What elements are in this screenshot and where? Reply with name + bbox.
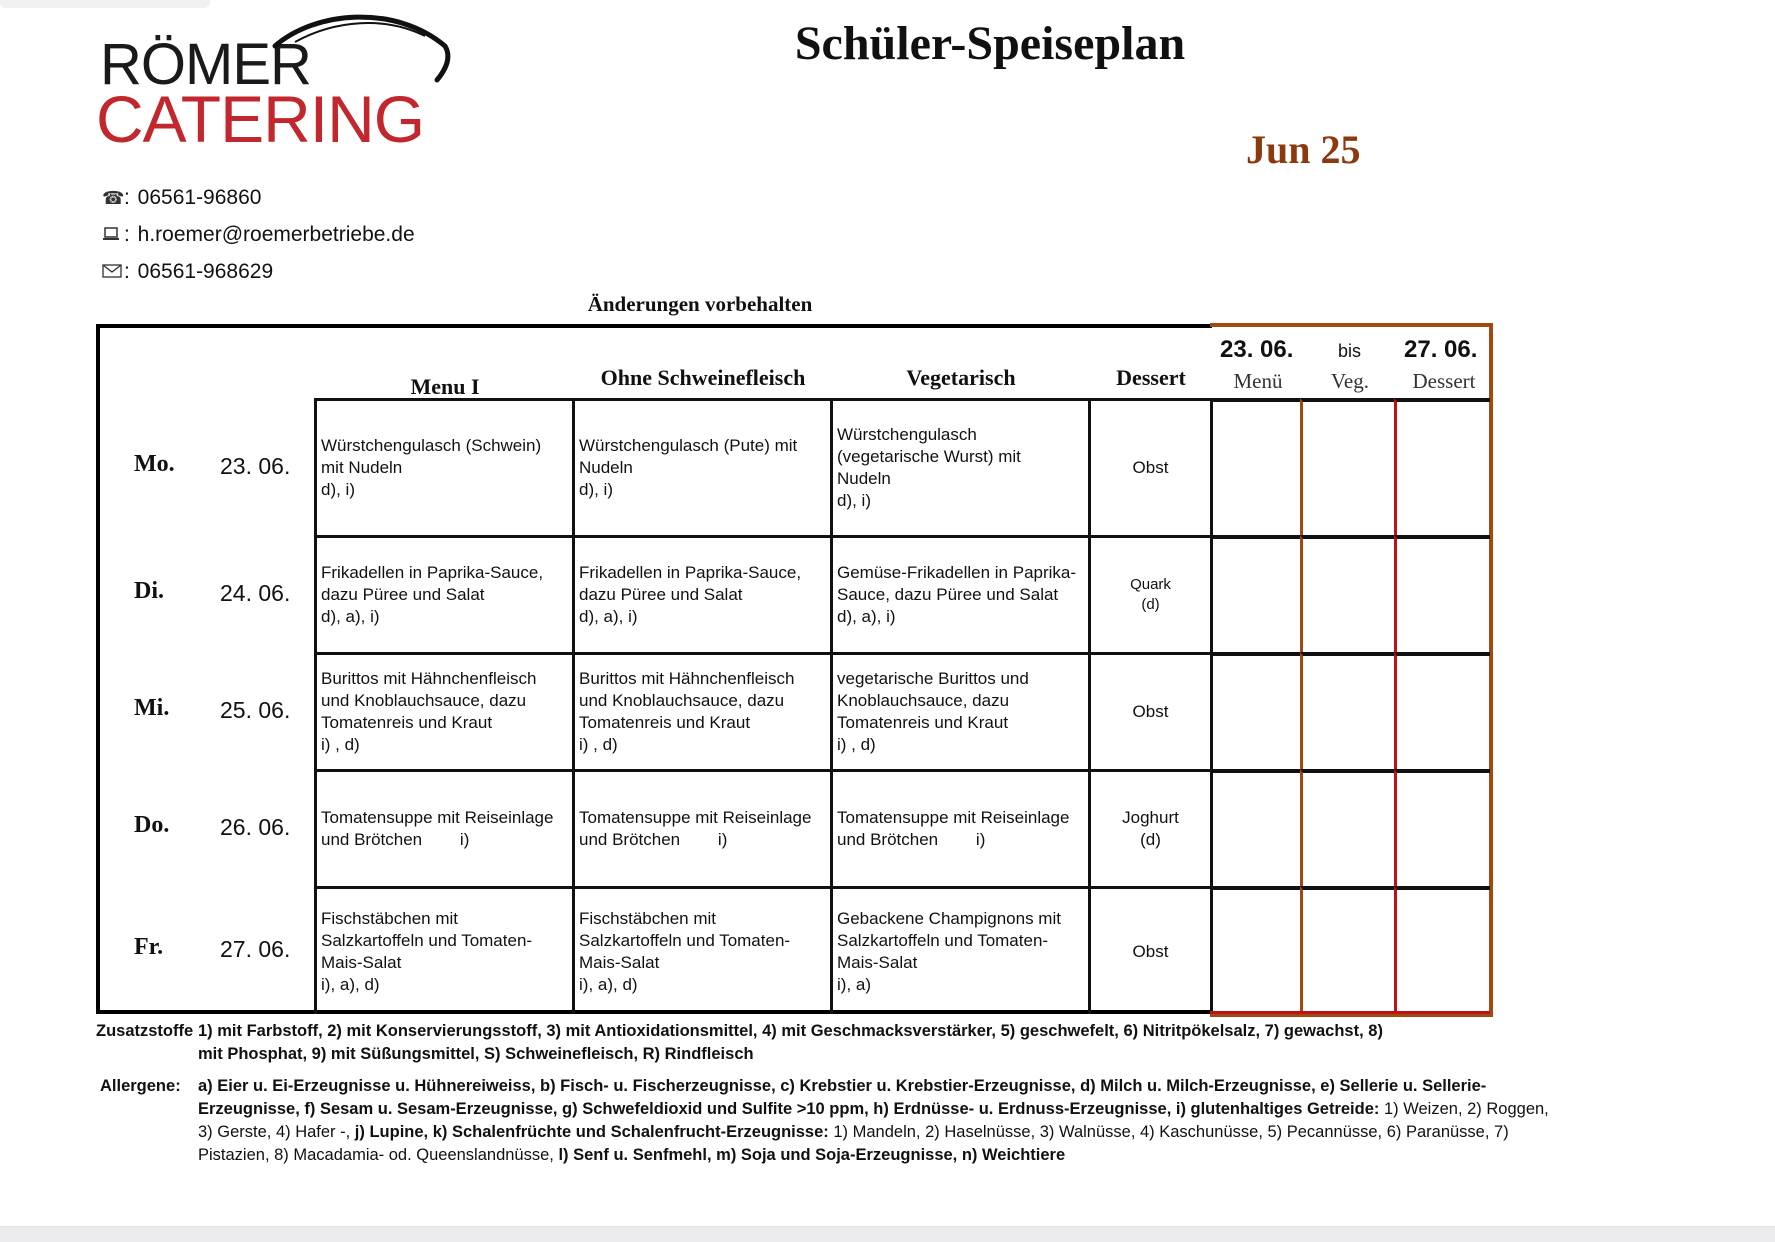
menu-cell-line: i), a), d) (321, 974, 380, 994)
laptop-icon (102, 225, 122, 246)
allergene-line3-bold: j) Lupine, k) Schalenfrüchte und Schalenfrucht-Erzeugnisse: (350, 1123, 829, 1141)
menu-cell-line: Würstchengulasch (Pute) mit (579, 436, 798, 455)
menu-cell-line: Knoblauchsauce, dazu (837, 691, 1010, 710)
order-veg-box[interactable] (1300, 398, 1394, 535)
menu-cell (314, 535, 572, 652)
row-day: Di. (134, 577, 164, 604)
row-date: 27. 06. (220, 936, 291, 962)
menu-cell-line: Tomatenreis und Kraut (579, 713, 751, 732)
menu-cell-line: i), a), d) (579, 974, 638, 994)
menu-cell-line: d), a), i) (579, 607, 638, 626)
allergene-line1: a) Eier u. Ei-Erzeugnisse u. Hühnereiweiss, b) Fisch- u. Fischerzeugnisse, c) Krebstier u. Krebstier-Erzeugnisse, d) Milch u. Milch-Erzeugnisse, e) Sellerie u. Sellerie- (198, 1077, 1487, 1095)
col-order-menu: Menü (1233, 369, 1283, 393)
menu-cell-line: d), a), i) (837, 607, 896, 626)
menu-cell-line: i) , d) (321, 735, 360, 754)
row-date: 25. 06. (220, 696, 291, 723)
menu-cell-line: Gebackene Champignons mit (837, 908, 1061, 928)
allergene-line3-a: 3) Gerste, 4) Hafer -, (198, 1123, 351, 1141)
menu-cell-line: Würstchengulasch (Schwein) (321, 436, 542, 455)
menu-cell-line: Tomatensuppe mit Reiseinlage (579, 808, 812, 827)
menu-cell-line: und Knoblauchsauce, dazu (579, 691, 785, 710)
allergene-legend (100, 1075, 1700, 1167)
period-to: 27. 06. (1404, 336, 1478, 363)
order-menu-box[interactable] (1210, 652, 1300, 769)
order-dessert-box[interactable] (1394, 535, 1490, 652)
zusatz-label: Zusatzstoffe (96, 1022, 194, 1040)
col-vegetarisch: Vegetarisch (906, 365, 1016, 390)
dessert-cell (1088, 398, 1210, 535)
menu-cell-line: Gemüse-Frikadellen in Paprika- (837, 563, 1077, 582)
menu-cell-line: Salzkartoffeln und Tomaten- (321, 930, 533, 950)
row-day: Fr. (134, 934, 164, 960)
dessert-cell (1088, 535, 1210, 652)
menu-cell-line: und Knoblauchsauce, dazu (321, 691, 527, 710)
menu-cell-line: d), a), i) (321, 607, 380, 626)
order-veg-box[interactable] (1300, 535, 1394, 652)
order-dessert-box[interactable] (1394, 398, 1490, 535)
dessert-line: (d) (1141, 596, 1160, 613)
col-ohne-schweinefleisch: Ohne Schweinefleisch (600, 365, 806, 390)
menu-cell-line: Mais-Salat (579, 952, 660, 972)
window-bottom-edge (0, 1226, 1775, 1242)
menu-cell-line: Fischstäbchen mit (321, 908, 458, 928)
menu-cell (314, 769, 572, 886)
menu-cell-line: Mais-Salat (321, 952, 402, 972)
menu-cell (572, 886, 830, 1014)
menu-cell (830, 886, 1088, 1014)
allergene-line2-normal: 1) Weizen, 2) Roggen, (1379, 1100, 1549, 1118)
menu-cell-line: d), i) (837, 491, 871, 510)
page-title: Schüler-Speiseplan (794, 17, 1186, 70)
order-dessert-box[interactable] (1394, 652, 1490, 769)
menu-cell-line: i) , d) (579, 735, 618, 754)
order-veg-box[interactable] (1300, 769, 1394, 886)
order-menu-box[interactable] (1210, 886, 1300, 1014)
menu-cell-line: und Brötchen i) (321, 830, 470, 849)
order-menu-box[interactable] (1210, 769, 1300, 886)
menu-cell (314, 652, 572, 769)
menu-cell-line: Fischstäbchen mit (579, 908, 716, 928)
period-bis: bis (1338, 341, 1362, 361)
order-bottom-line (1210, 1011, 1490, 1014)
menu-cell (314, 398, 572, 535)
period-from: 23. 06. (1220, 336, 1294, 363)
zusatz-line2: mit Phosphat, 9) mit Süßungsmittel, S) Schweinefleisch, R) Rindfleisch (198, 1045, 754, 1063)
menu-cell-line: Nudeln (837, 469, 891, 488)
order-dessert-box[interactable] (1394, 886, 1490, 1014)
menu-cell (830, 652, 1088, 769)
allergene-line4-bold: l) Senf u. Senfmehl, m) Soja und Soja-Erzeugnisse, n) Weichtiere (553, 1146, 1066, 1164)
menu-cell-line: und Brötchen i) (837, 830, 986, 849)
menu-cell (572, 535, 830, 652)
menu-cell-line: Salzkartoffeln und Tomaten- (837, 930, 1049, 950)
menu-cell (830, 535, 1088, 652)
row-date: 23. 06. (220, 452, 291, 479)
menu-cell-line: Frikadellen in Paprika-Sauce, (321, 563, 544, 582)
contact-email: : h.roemer@roemerbetriebe.de (102, 223, 415, 247)
row-day: Do. (134, 811, 170, 838)
phone-icon: ☎ (102, 187, 125, 208)
order-menu-box[interactable] (1210, 535, 1300, 652)
row-date: 24. 06. (220, 579, 291, 606)
dessert-line: Obst (1132, 941, 1169, 961)
dessert-cell (1088, 652, 1210, 769)
allergene-line2-bold: Erzeugnisse, f) Sesam u. Sesam-Erzeugnisse, g) Schwefeldioxid und Sulfite >10 ppm, h) Erdnüsse- u. Erdnuss-Erzeugnisse, i) glutenhaltiges Getreide: (198, 1100, 1380, 1118)
menu-cell-line: Tomatensuppe mit Reiseinlage (837, 808, 1070, 827)
menu-cell-line: dazu Püree und Salat (321, 585, 485, 604)
menu-cell-line: Nudeln (579, 458, 633, 477)
menu-cell-line: (vegetarische Wurst) mit (837, 447, 1021, 466)
menu-cell-line: Sauce, dazu Püree und Salat (837, 585, 1059, 604)
zusatz-line1: 1) mit Farbstoff, 2) mit Konservierungsstoff, 3) mit Antioxidationsmittel, 4) mit Geschmacksverstärker, 5) geschwefelt, 6) Nitritpökelsalz, 7) gewachst, 8) (198, 1022, 1383, 1040)
envelope-icon (102, 262, 122, 283)
fax-number: 06561-968629 (137, 260, 274, 283)
row-day: Mi. (134, 694, 170, 721)
menu-cell-line: dazu Püree und Salat (579, 585, 743, 604)
menu-cell-line: und Brötchen i) (579, 830, 728, 849)
logo-romer: RÖMER (100, 32, 311, 97)
phone-number: 06561-96860 (137, 186, 262, 209)
menu-cell-line: mit Nudeln (321, 458, 403, 477)
menu-cell-line: i) , d) (837, 735, 876, 754)
row-date: 26. 06. (220, 813, 291, 840)
menu-cell (314, 886, 572, 1014)
menu-cell-line: Mais-Salat (837, 952, 918, 972)
order-menu-box[interactable] (1210, 398, 1300, 535)
dessert-line: (d) (1140, 830, 1161, 849)
col-order-dessert: Dessert (1412, 369, 1476, 393)
menu-cell (572, 398, 830, 535)
dessert-line: Joghurt (1122, 808, 1179, 827)
window-top-edge (0, 0, 210, 8)
logo-catering: CATERING (96, 82, 425, 156)
dessert-cell (1088, 886, 1210, 1014)
menu-cell-line: d), i) (579, 480, 613, 499)
dessert-line: Quark (1130, 576, 1171, 593)
menu-cell-line: i), a) (837, 974, 871, 994)
allergene-line4-normal: Pistazien, 8) Macadamia- od. Queenslandnüsse, (198, 1146, 554, 1164)
menu-cell-line: Tomatenreis und Kraut (321, 713, 493, 732)
order-veg-box[interactable] (1300, 652, 1394, 769)
menu-cell-line: Frikadellen in Paprika-Sauce, (579, 563, 802, 582)
logo-swoosh (255, 6, 455, 102)
menu-cell-line: Tomatenreis und Kraut (837, 713, 1009, 732)
menu-cell (830, 398, 1088, 535)
menu-cell (830, 769, 1088, 886)
col-menu-i: Menu I (410, 374, 480, 399)
order-dessert-box[interactable] (1394, 769, 1490, 886)
contact-phone: ☎ : 06561-96860 (102, 186, 262, 209)
menu-cell-line: d), i) (321, 480, 355, 499)
zusatzstoffe-legend (96, 1020, 1696, 1066)
menu-cell-line: Burittos mit Hähnchenfleisch (579, 669, 795, 688)
menu-cell-line: Würstchengulasch (837, 425, 977, 444)
dessert-cell (1088, 769, 1210, 886)
order-veg-box[interactable] (1300, 886, 1394, 1014)
contact-fax: : 06561-968629 (102, 260, 273, 284)
menu-cell-line: Salzkartoffeln und Tomaten- (579, 930, 791, 950)
menu-cell-line: vegetarische Burittos und (837, 669, 1029, 688)
changes-note: Änderungen vorbehalten (587, 292, 813, 316)
menu-cell (572, 769, 830, 886)
allergene-label: Allergene: (100, 1077, 181, 1095)
dessert-line: Obst (1132, 458, 1169, 477)
menu-cell-line: Burittos mit Hähnchenfleisch (321, 669, 537, 688)
menu-cell (572, 652, 830, 769)
dessert-line: Obst (1132, 702, 1169, 721)
menu-cell-line: Tomatensuppe mit Reiseinlage (321, 808, 554, 827)
email-address: h.roemer@roemerbetriebe.de (137, 223, 415, 246)
col-order-veg: Veg. (1331, 369, 1369, 393)
col-dessert: Dessert (1116, 365, 1186, 390)
month-label: Jun 25 (1246, 127, 1361, 172)
allergene-line3-b: 1) Mandeln, 2) Haselnüsse, 3) Walnüsse, 4) Kaschunüsse, 5) Pecannüsse, 6) Paranüsse, 7) (828, 1123, 1509, 1141)
row-day: Mo. (134, 450, 175, 477)
